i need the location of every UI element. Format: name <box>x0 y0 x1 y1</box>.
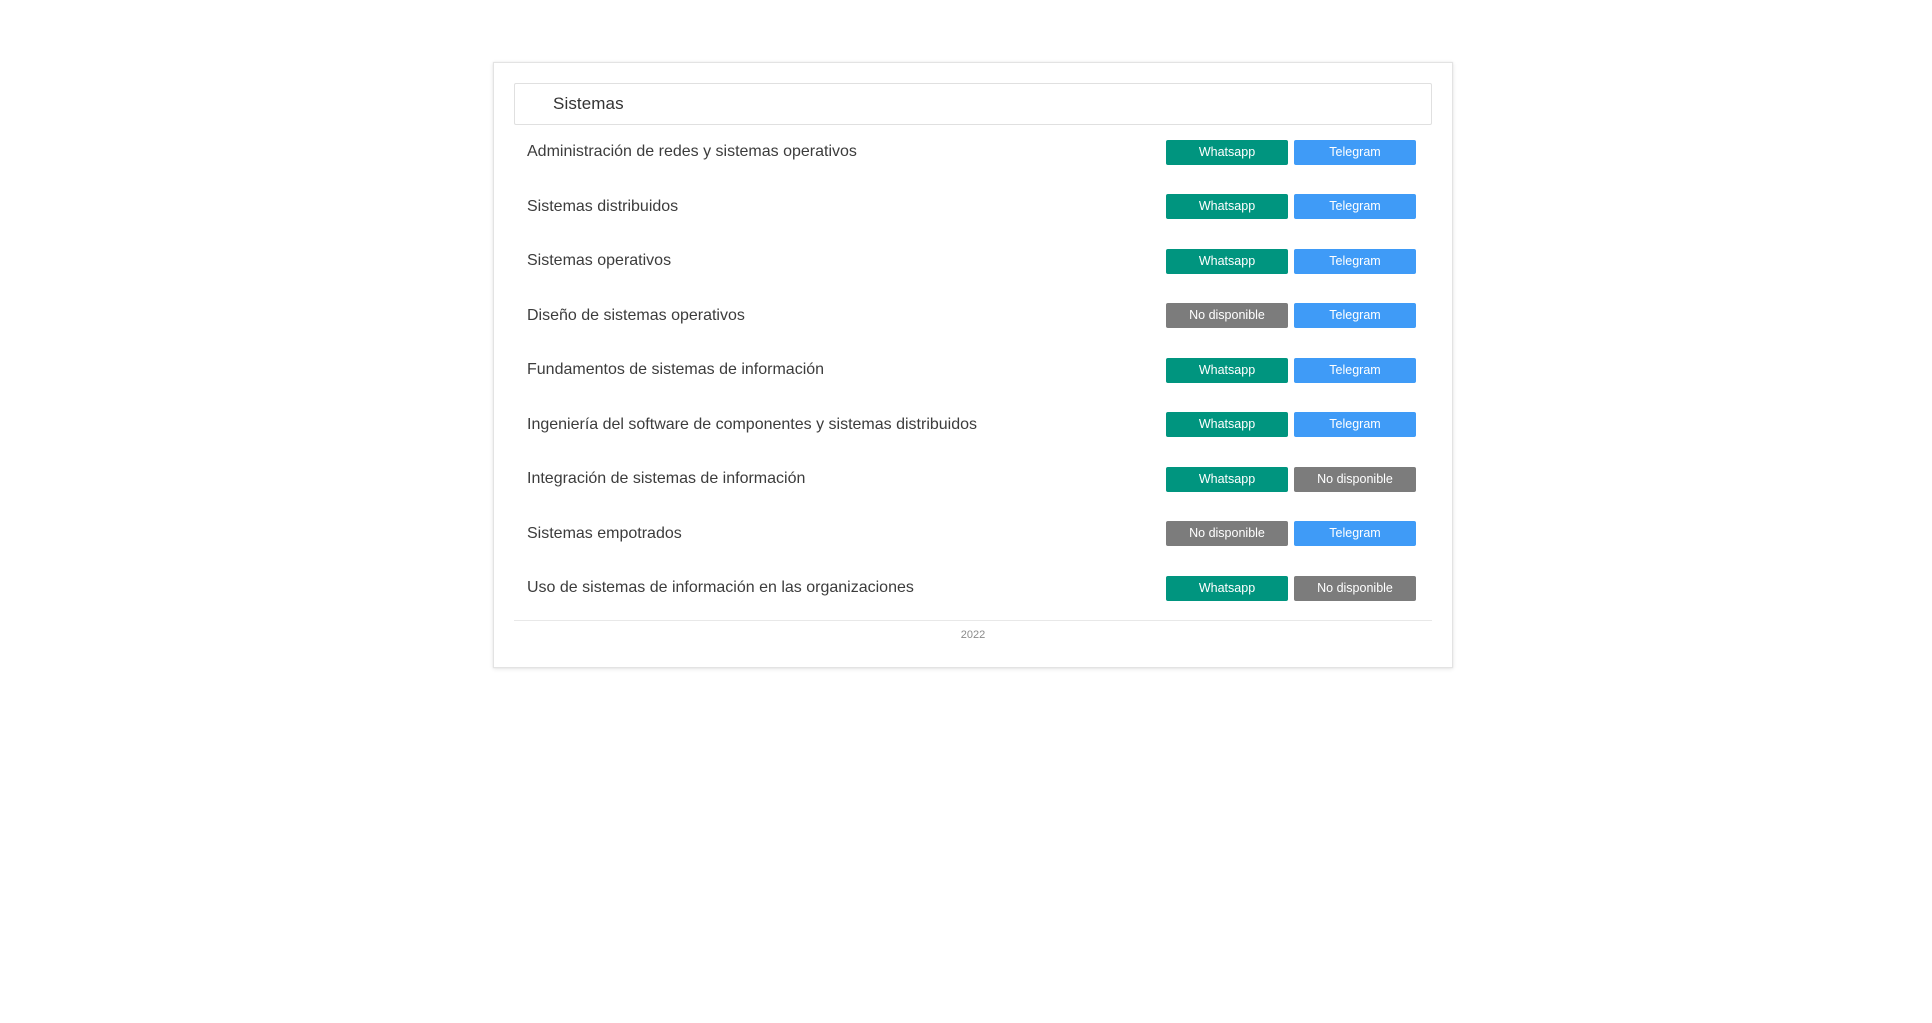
subject-name: Fundamentos de sistemas de información <box>527 361 825 379</box>
whatsapp-button[interactable]: Whatsapp <box>1166 140 1288 165</box>
row-actions <box>1166 303 1432 328</box>
list-item <box>514 289 1432 344</box>
list-item <box>514 398 1432 453</box>
list-item <box>514 561 1432 616</box>
subject-name: Sistemas operativos <box>527 252 672 270</box>
subject-list <box>514 125 1432 616</box>
subject-name: Sistemas empotrados <box>527 524 682 542</box>
whatsapp-button[interactable]: Whatsapp <box>1166 467 1288 492</box>
list-item <box>514 125 1432 180</box>
row-actions <box>1166 412 1432 437</box>
subject-name: Sistemas distribuidos <box>527 197 679 215</box>
card-bottom-padding <box>494 649 1452 667</box>
page-title: Sistemas <box>553 94 624 113</box>
subjects-card <box>493 62 1453 668</box>
whatsapp-button[interactable]: Whatsapp <box>1166 576 1288 601</box>
telegram-button[interactable]: Telegram <box>1294 249 1416 274</box>
telegram-unavailable-button: No disponible <box>1294 467 1416 492</box>
telegram-button[interactable]: Telegram <box>1294 140 1416 165</box>
list-item <box>514 180 1432 235</box>
list-item <box>514 343 1432 398</box>
telegram-button[interactable]: Telegram <box>1294 194 1416 219</box>
row-actions <box>1166 467 1432 492</box>
row-actions <box>1166 140 1432 165</box>
telegram-button[interactable]: Telegram <box>1294 303 1416 328</box>
subject-name: Integración de sistemas de información <box>527 470 806 488</box>
whatsapp-unavailable-button: No disponible <box>1166 303 1288 328</box>
row-actions <box>1166 249 1432 274</box>
whatsapp-unavailable-button: No disponible <box>1166 521 1288 546</box>
subject-name: Diseño de sistemas operativos <box>527 306 745 324</box>
list-item <box>514 234 1432 289</box>
telegram-button[interactable]: Telegram <box>1294 521 1416 546</box>
whatsapp-button[interactable]: Whatsapp <box>1166 194 1288 219</box>
row-actions <box>1166 194 1432 219</box>
whatsapp-button[interactable]: Whatsapp <box>1166 412 1288 437</box>
subject-name: Administración de redes y sistemas operativos <box>527 143 857 161</box>
telegram-button[interactable]: Telegram <box>1294 358 1416 383</box>
card-header <box>514 83 1432 125</box>
whatsapp-button[interactable]: Whatsapp <box>1166 358 1288 383</box>
footer-year: 2022 <box>960 628 986 641</box>
row-actions <box>1166 576 1432 601</box>
telegram-unavailable-button: No disponible <box>1294 576 1416 601</box>
subject-name: Ingeniería del software de componentes y sistemas distribuidos <box>527 415 978 433</box>
row-actions <box>1166 521 1432 546</box>
subject-name: Uso de sistemas de información en las organizaciones <box>527 579 914 597</box>
telegram-button[interactable]: Telegram <box>1294 412 1416 437</box>
whatsapp-button[interactable]: Whatsapp <box>1166 249 1288 274</box>
row-actions <box>1166 358 1432 383</box>
card-footer <box>514 620 1432 649</box>
list-item <box>514 507 1432 562</box>
list-item <box>514 452 1432 507</box>
